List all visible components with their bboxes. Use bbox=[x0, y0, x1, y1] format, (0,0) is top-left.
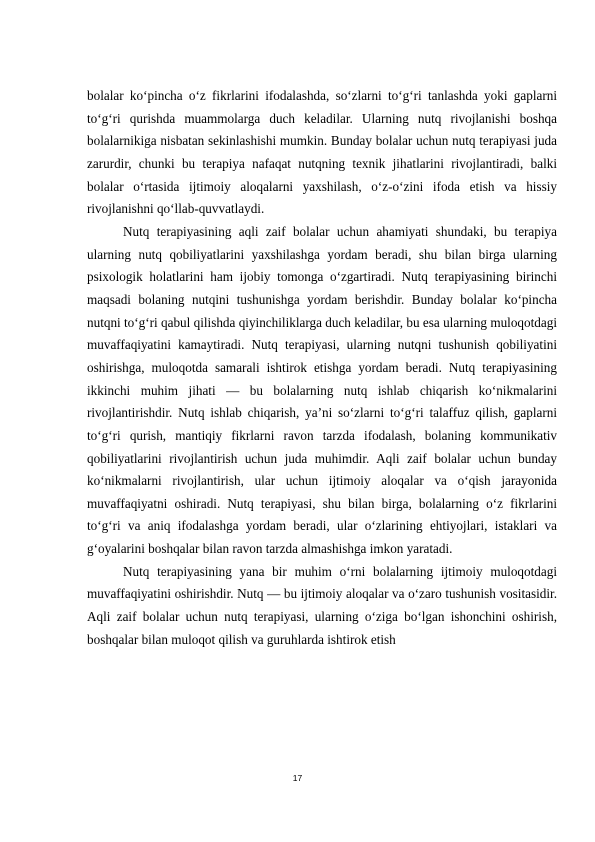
page-number: 17 bbox=[292, 773, 303, 783]
paragraph-continuation: bolalar ko‘pincha o‘z fikrlarini ifodalashda, so‘zlarni to‘g‘ri tanlashda yoki gaplarni to‘g‘ri qurishda muammolarga duch keladilar. Ularning nutq rivojlanishi boshqa bolalarnikiga nisbatan sekinlashishi mumkin. Bunday bolalar uchun nutq terapiyasi juda zarurdir, chunki bu terapiya nafaqat nutqning texnik jihatlarini rivojlantiradi, balki bolalar o‘rtasida ijtimoiy aloqalarni yaxshilash, o‘z-o‘zini ifoda etish va hissiy rivojlanishni qo‘llab-quvvatlaydi. bbox=[87, 88, 557, 217]
paragraph-speech-therapy-importance: Nutq terapiyasining aqli zaif bolalar uchun ahamiyati shundaki, bu terapiya ularning nutq qobiliyatlarini yaxshilashga yordam beradi, shu bilan birga ularning psixologik holatlarini ham ijobiy tomonga o‘zgartiradi. Nutq terapiyasining birinchi maqsadi bolaning nutqini tushunishga yordam berishdir. Bunday bolalar ko‘pincha nutqni to‘g‘ri qabul qilishda qiyinchiliklarga duch keladilar, bu esa ularning muloqotdagi muvaffaqiyatini kamaytiradi. Nutq terapiyasi, ularning nutqni tushunish qobiliyatini oshirishga, muloqotda samarali ishtirok etishga yordam beradi. Nutq terapiyasining ikkinchi muhim jihati — bu bolalarning nutq ishlab chiqarish ko‘nikmalarini rivojlantirishdir. Nutq ishlab chiqarish, ya’ni so‘zlarni to‘g‘ri talaffuz qilish, gaplarni to‘g‘ri qurish, mantiqiy fikrlarni ravon tarzda ifodalash, bolaning kommunikativ qobiliyatlarini rivojlantirish uchun juda muhimdir. Aqli zaif bolalar uchun bunday ko‘nikmalarni rivojlantirish, ular uchun ijtimoiy aloqalar va o‘qish jarayonida muvaffaqiyatni oshiradi. Nutq terapiyasi, shu bilan birga, bolalarning o‘z fikrlarini to‘g‘ri va aniq ifodalashga yordam beradi, ular o‘zlarining ehtiyojlari, istaklari va g‘oyalarini boshqalar bilan ravon tarzda almashishga imkon yaratadi. bbox=[87, 223, 557, 557]
paragraph-social-communication: Nutq terapiyasining yana bir muhim o‘rni bolalarning ijtimoiy muloqotdagi muvaffaqiyatini oshirishdir. Nutq — bu ijtimoiy aloqalar va o‘zaro tushunish vositasidir. Aqli zaif bolalar uchun nutq terapiyasi, ularning o‘ziga bo‘lgan ishonchini oshirish, boshqalar bilan muloqot qilish va guruhlarda ishtirok etish bbox=[87, 563, 557, 647]
page-body bbox=[87, 85, 557, 651]
